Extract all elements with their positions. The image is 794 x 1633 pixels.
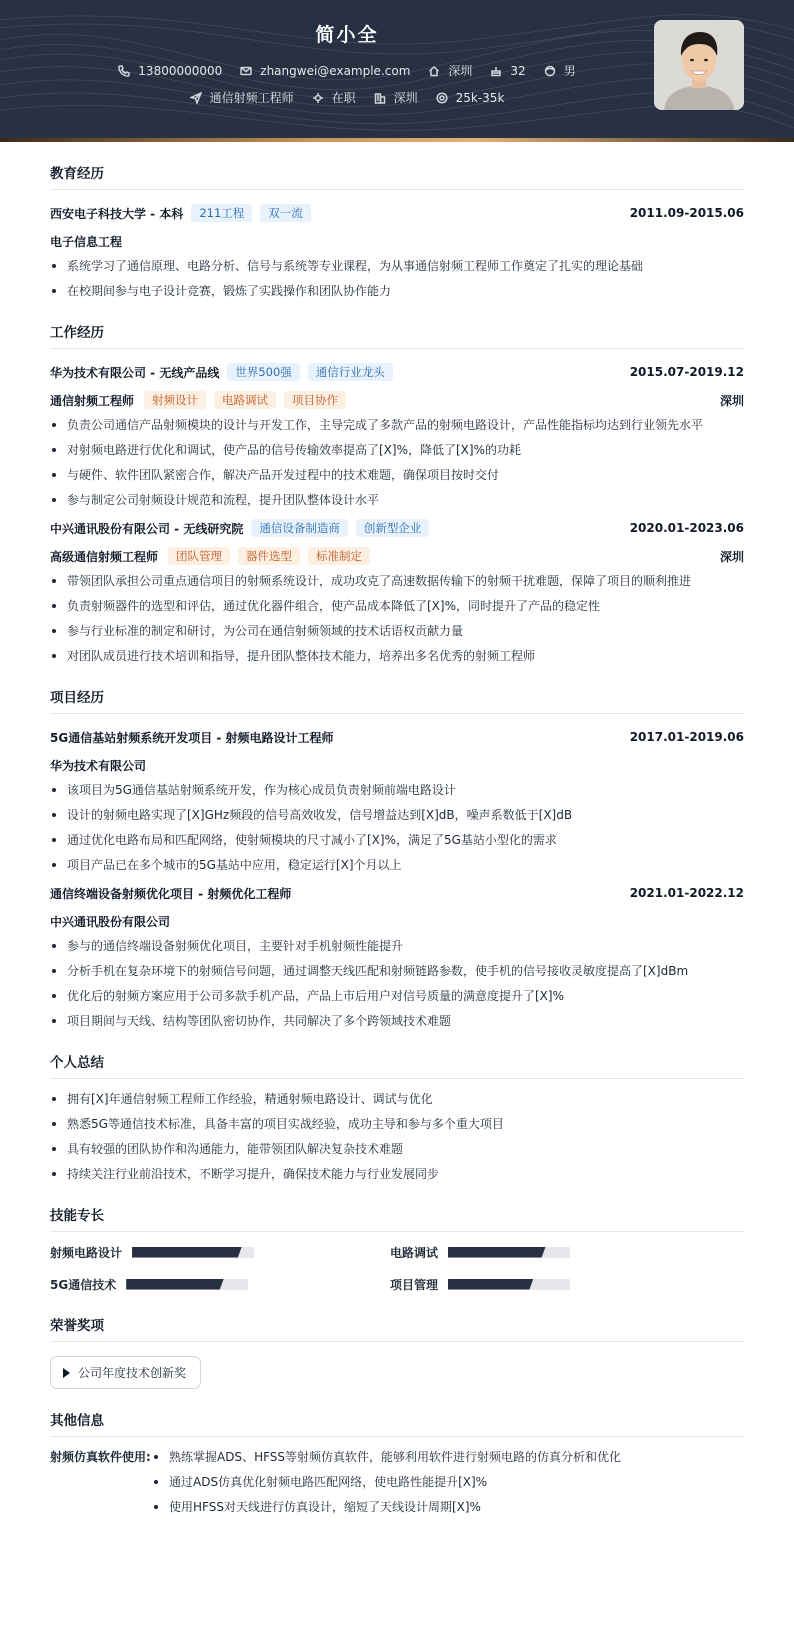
honors-section xyxy=(50,1314,744,1409)
resume-content xyxy=(0,142,794,1524)
avatar-photo xyxy=(654,20,744,110)
location-info xyxy=(428,62,472,79)
play-triangle-icon xyxy=(63,1368,70,1378)
project-bullets xyxy=(50,938,744,1029)
project-entry-head xyxy=(50,726,744,748)
list-item: 设计的射频电路实现了[X]GHz频段的信号高效收发，信号增益达到[X]dB，噪声系数低于[X]dB xyxy=(50,807,744,823)
list-item: 带领团队承担公司重点通信项目的射频系统设计，成功攻克了高速数据传输下的射频干扰难题，保障了项目的顺利推进 xyxy=(50,573,744,589)
list-item: 通过ADS仿真优化射频电路匹配网络，使电路性能提升[X]% xyxy=(152,1474,621,1490)
company-name: 华为技术有限公司 - 无线产品线 xyxy=(50,365,220,380)
list-item: 分析手机在复杂环境下的射频信号问题，通过调整天线匹配和射频链路参数，使手机的信号接收灵敏度提高了[X]dBm xyxy=(50,963,744,979)
project-name: 通信终端设备射频优化项目 - 射频优化工程师 xyxy=(50,886,292,901)
salary-info xyxy=(436,91,505,105)
list-item: 项目期间与天线、结构等团队密切协作，共同解决了多个跨领域技术难题 xyxy=(50,1013,744,1029)
age-info xyxy=(490,64,525,78)
section-title-honors: 荣誉奖项 xyxy=(50,1314,744,1342)
education-section xyxy=(50,162,744,299)
company-tag: 通信行业龙头 xyxy=(308,363,393,381)
list-item: 项目产品已在多个城市的5G基站中应用，稳定运行[X]个月以上 xyxy=(50,857,744,873)
project-date: 2017.01-2019.06 xyxy=(629,730,744,744)
project-bullets xyxy=(50,782,744,873)
section-title-summary: 个人总结 xyxy=(50,1051,744,1079)
skill-item xyxy=(390,1244,730,1260)
role-name: 通信射频工程师 xyxy=(50,393,135,408)
candidate-name: 简小全 xyxy=(315,24,379,46)
skill-name: 电路调试 xyxy=(390,1245,439,1260)
list-item: 系统学习了通信原理、电路分析、信号与系统等专业课程，为从事通信射频工程师工作奠定了扎实的理论基础 xyxy=(50,258,744,274)
education-date: 2011.09-2015.06 xyxy=(629,206,744,220)
education-entry-left xyxy=(50,204,319,222)
skill-item xyxy=(50,1244,390,1260)
status-icon xyxy=(312,92,324,104)
position-text: 通信射频工程师 xyxy=(209,91,294,105)
section-title-skills: 技能专长 xyxy=(50,1204,744,1232)
list-item: 参与制定公司射频设计规范和流程，提升团队整体设计水平 xyxy=(50,492,744,508)
skill-bar-fill xyxy=(126,1279,224,1290)
other-info-row xyxy=(50,1449,744,1524)
list-item: 与硬件、软件团队紧密合作，解决产品开发过程中的技术难题，确保项目按时交付 xyxy=(50,467,744,483)
coin-icon xyxy=(436,92,448,104)
building-icon xyxy=(374,92,386,104)
skill-item xyxy=(390,1276,730,1292)
role-tag: 标准制定 xyxy=(308,547,370,565)
company-name: 中兴通讯股份有限公司 - 无线研究院 xyxy=(50,521,244,536)
school-tag: 双一流 xyxy=(260,204,311,222)
target-city-info xyxy=(374,89,418,106)
education-bullets xyxy=(50,258,744,299)
summary-section xyxy=(50,1051,744,1182)
list-item: 负责射频器件的选型和评估，通过优化器件组合，使产品成本降低了[X]%，同时提升了产品的稳定性 xyxy=(50,598,744,614)
other-label: 射频仿真软件使用: xyxy=(50,1450,151,1464)
email-info xyxy=(240,64,410,78)
other-section xyxy=(50,1409,744,1524)
skills-grid xyxy=(50,1244,744,1292)
phone-info xyxy=(118,64,222,78)
skill-name: 射频电路设计 xyxy=(50,1245,123,1260)
avatar-portrait xyxy=(654,20,744,110)
project-company-row xyxy=(50,910,744,932)
project-company: 中兴通讯股份有限公司 xyxy=(50,914,171,929)
section-title-education: 教育经历 xyxy=(50,162,744,190)
work-entry-head xyxy=(50,517,744,539)
role-left xyxy=(50,391,354,409)
skill-bar xyxy=(448,1279,570,1290)
list-item: 在校期间参与电子设计竞赛，锻炼了实践操作和团队协作能力 xyxy=(50,283,744,299)
skill-item xyxy=(50,1276,390,1292)
work-city: 深圳 xyxy=(719,549,744,564)
position-info xyxy=(190,89,294,106)
skill-name: 项目管理 xyxy=(390,1277,439,1292)
work-city: 深圳 xyxy=(719,393,744,408)
education-entry-head xyxy=(50,202,744,224)
resume-header xyxy=(0,0,794,142)
work-bullets xyxy=(50,417,744,508)
location-text: 深圳 xyxy=(448,64,473,78)
gender-text: 男 xyxy=(563,64,576,78)
project-company: 华为技术有限公司 xyxy=(50,758,147,773)
project-entry-head xyxy=(50,882,744,904)
major-name: 电子信息工程 xyxy=(50,234,123,249)
list-item: 参与行业标准的制定和研讨，为公司在通信射频领域的技术话语权贡献力量 xyxy=(50,623,744,639)
projects-section xyxy=(50,686,744,1029)
award-chip[interactable] xyxy=(50,1356,201,1389)
work-date: 2015.07-2019.12 xyxy=(629,365,744,379)
phone-icon xyxy=(118,65,130,77)
list-item: 优化后的射频方案应用于公司多款手机产品，产品上市后用户对信号质量的满意度提升了[X]% xyxy=(50,988,744,1004)
skill-bar xyxy=(132,1247,254,1258)
skills-section xyxy=(50,1204,744,1292)
list-item: 负责公司通信产品射频模块的设计与开发工作，主导完成了多款产品的射频电路设计，产品性能指标均达到行业领先水平 xyxy=(50,417,744,433)
role-tag: 器件选型 xyxy=(238,547,300,565)
section-title-projects: 项目经历 xyxy=(50,686,744,714)
award-label: 公司年度技术创新奖 xyxy=(78,1366,187,1380)
role-left xyxy=(50,547,378,565)
list-item: 使用HFSS对天线进行仿真设计，缩短了天线设计周期[X]% xyxy=(152,1499,621,1515)
skill-bar xyxy=(448,1247,570,1258)
company-tag: 世界500强 xyxy=(227,363,299,381)
work-date: 2020.01-2023.06 xyxy=(629,521,744,535)
role-tag: 项目协作 xyxy=(284,391,346,409)
school-name: 西安电子科技大学 - 本科 xyxy=(50,206,184,221)
role-row xyxy=(50,389,744,411)
role-tag: 射频设计 xyxy=(144,391,206,409)
project-company-row xyxy=(50,754,744,776)
summary-bullets xyxy=(50,1091,744,1182)
email-address: zhangwei@example.com xyxy=(260,63,411,78)
project-date: 2021.01-2022.12 xyxy=(629,886,744,900)
target-city-text: 深圳 xyxy=(393,91,418,105)
skill-bar xyxy=(126,1279,248,1290)
status-info xyxy=(312,89,356,106)
mail-icon xyxy=(240,65,252,77)
cake-icon xyxy=(490,65,502,77)
contact-row xyxy=(0,62,694,79)
skill-name: 5G通信技术 xyxy=(50,1277,117,1292)
work-entry-head xyxy=(50,361,744,383)
role-name: 高级通信射频工程师 xyxy=(50,549,159,564)
role-row xyxy=(50,545,744,567)
list-item: 对团队成员进行技术培训和指导，提升团队整体技术能力，培养出多名优秀的射频工程师 xyxy=(50,648,744,664)
skill-bar-fill xyxy=(448,1279,533,1290)
school-tag: 211工程 xyxy=(191,204,252,222)
list-item: 熟悉5G等通信技术标准，具备丰富的项目实战经验，成功主导和参与多个重大项目 xyxy=(50,1116,744,1132)
list-item: 具有较强的团队协作和沟通能力，能带领团队解决复杂技术难题 xyxy=(50,1141,744,1157)
company-tag: 通信设备制造商 xyxy=(251,519,348,537)
gender-info xyxy=(544,62,576,79)
phone-number: 13800000000 xyxy=(138,63,223,78)
list-item: 拥有[X]年通信射频工程师工作经验，精通射频电路设计、调试与优化 xyxy=(50,1091,744,1107)
home-icon xyxy=(428,65,440,77)
list-item: 参与的通信终端设备射频优化项目，主要针对手机射频性能提升 xyxy=(50,938,744,954)
gender-icon xyxy=(544,65,556,77)
work-entry-left xyxy=(50,363,401,381)
list-item: 对射频电路进行优化和调试，使产品的信号传输效率提高了[X]%，降低了[X]%的功耗 xyxy=(50,442,744,458)
send-icon xyxy=(190,92,202,104)
list-item: 持续关注行业前沿技术，不断学习提升，确保技术能力与行业发展同步 xyxy=(50,1166,744,1182)
skill-bar-fill xyxy=(448,1247,546,1258)
major-row xyxy=(50,230,744,252)
list-item: 该项目为5G通信基站射频系统开发，作为核心成员负责射频前端电路设计 xyxy=(50,782,744,798)
section-title-other: 其他信息 xyxy=(50,1409,744,1437)
skill-bar-fill xyxy=(132,1247,242,1258)
salary-text: 25k-35k xyxy=(455,90,505,105)
project-name: 5G通信基站射频系统开发项目 - 射频电路设计工程师 xyxy=(50,730,334,745)
company-tag: 创新型企业 xyxy=(356,519,430,537)
job-intent-row xyxy=(0,89,694,106)
list-item: 通过优化电路布局和匹配网络，使射频模块的尺寸减小了[X]%，满足了5G基站小型化的需求 xyxy=(50,832,744,848)
age-text: 32 xyxy=(510,63,526,78)
section-title-work: 工作经历 xyxy=(50,321,744,349)
work-bullets xyxy=(50,573,744,664)
work-section xyxy=(50,321,744,664)
header-accent-line xyxy=(0,138,794,142)
other-bullets xyxy=(152,1449,621,1524)
status-text: 在职 xyxy=(331,91,356,105)
role-tag: 电路调试 xyxy=(214,391,276,409)
role-tag: 团队管理 xyxy=(168,547,230,565)
list-item: 熟练掌握ADS、HFSS等射频仿真软件，能够利用软件进行射频电路的仿真分析和优化 xyxy=(152,1449,621,1465)
work-entry-left xyxy=(50,519,437,537)
